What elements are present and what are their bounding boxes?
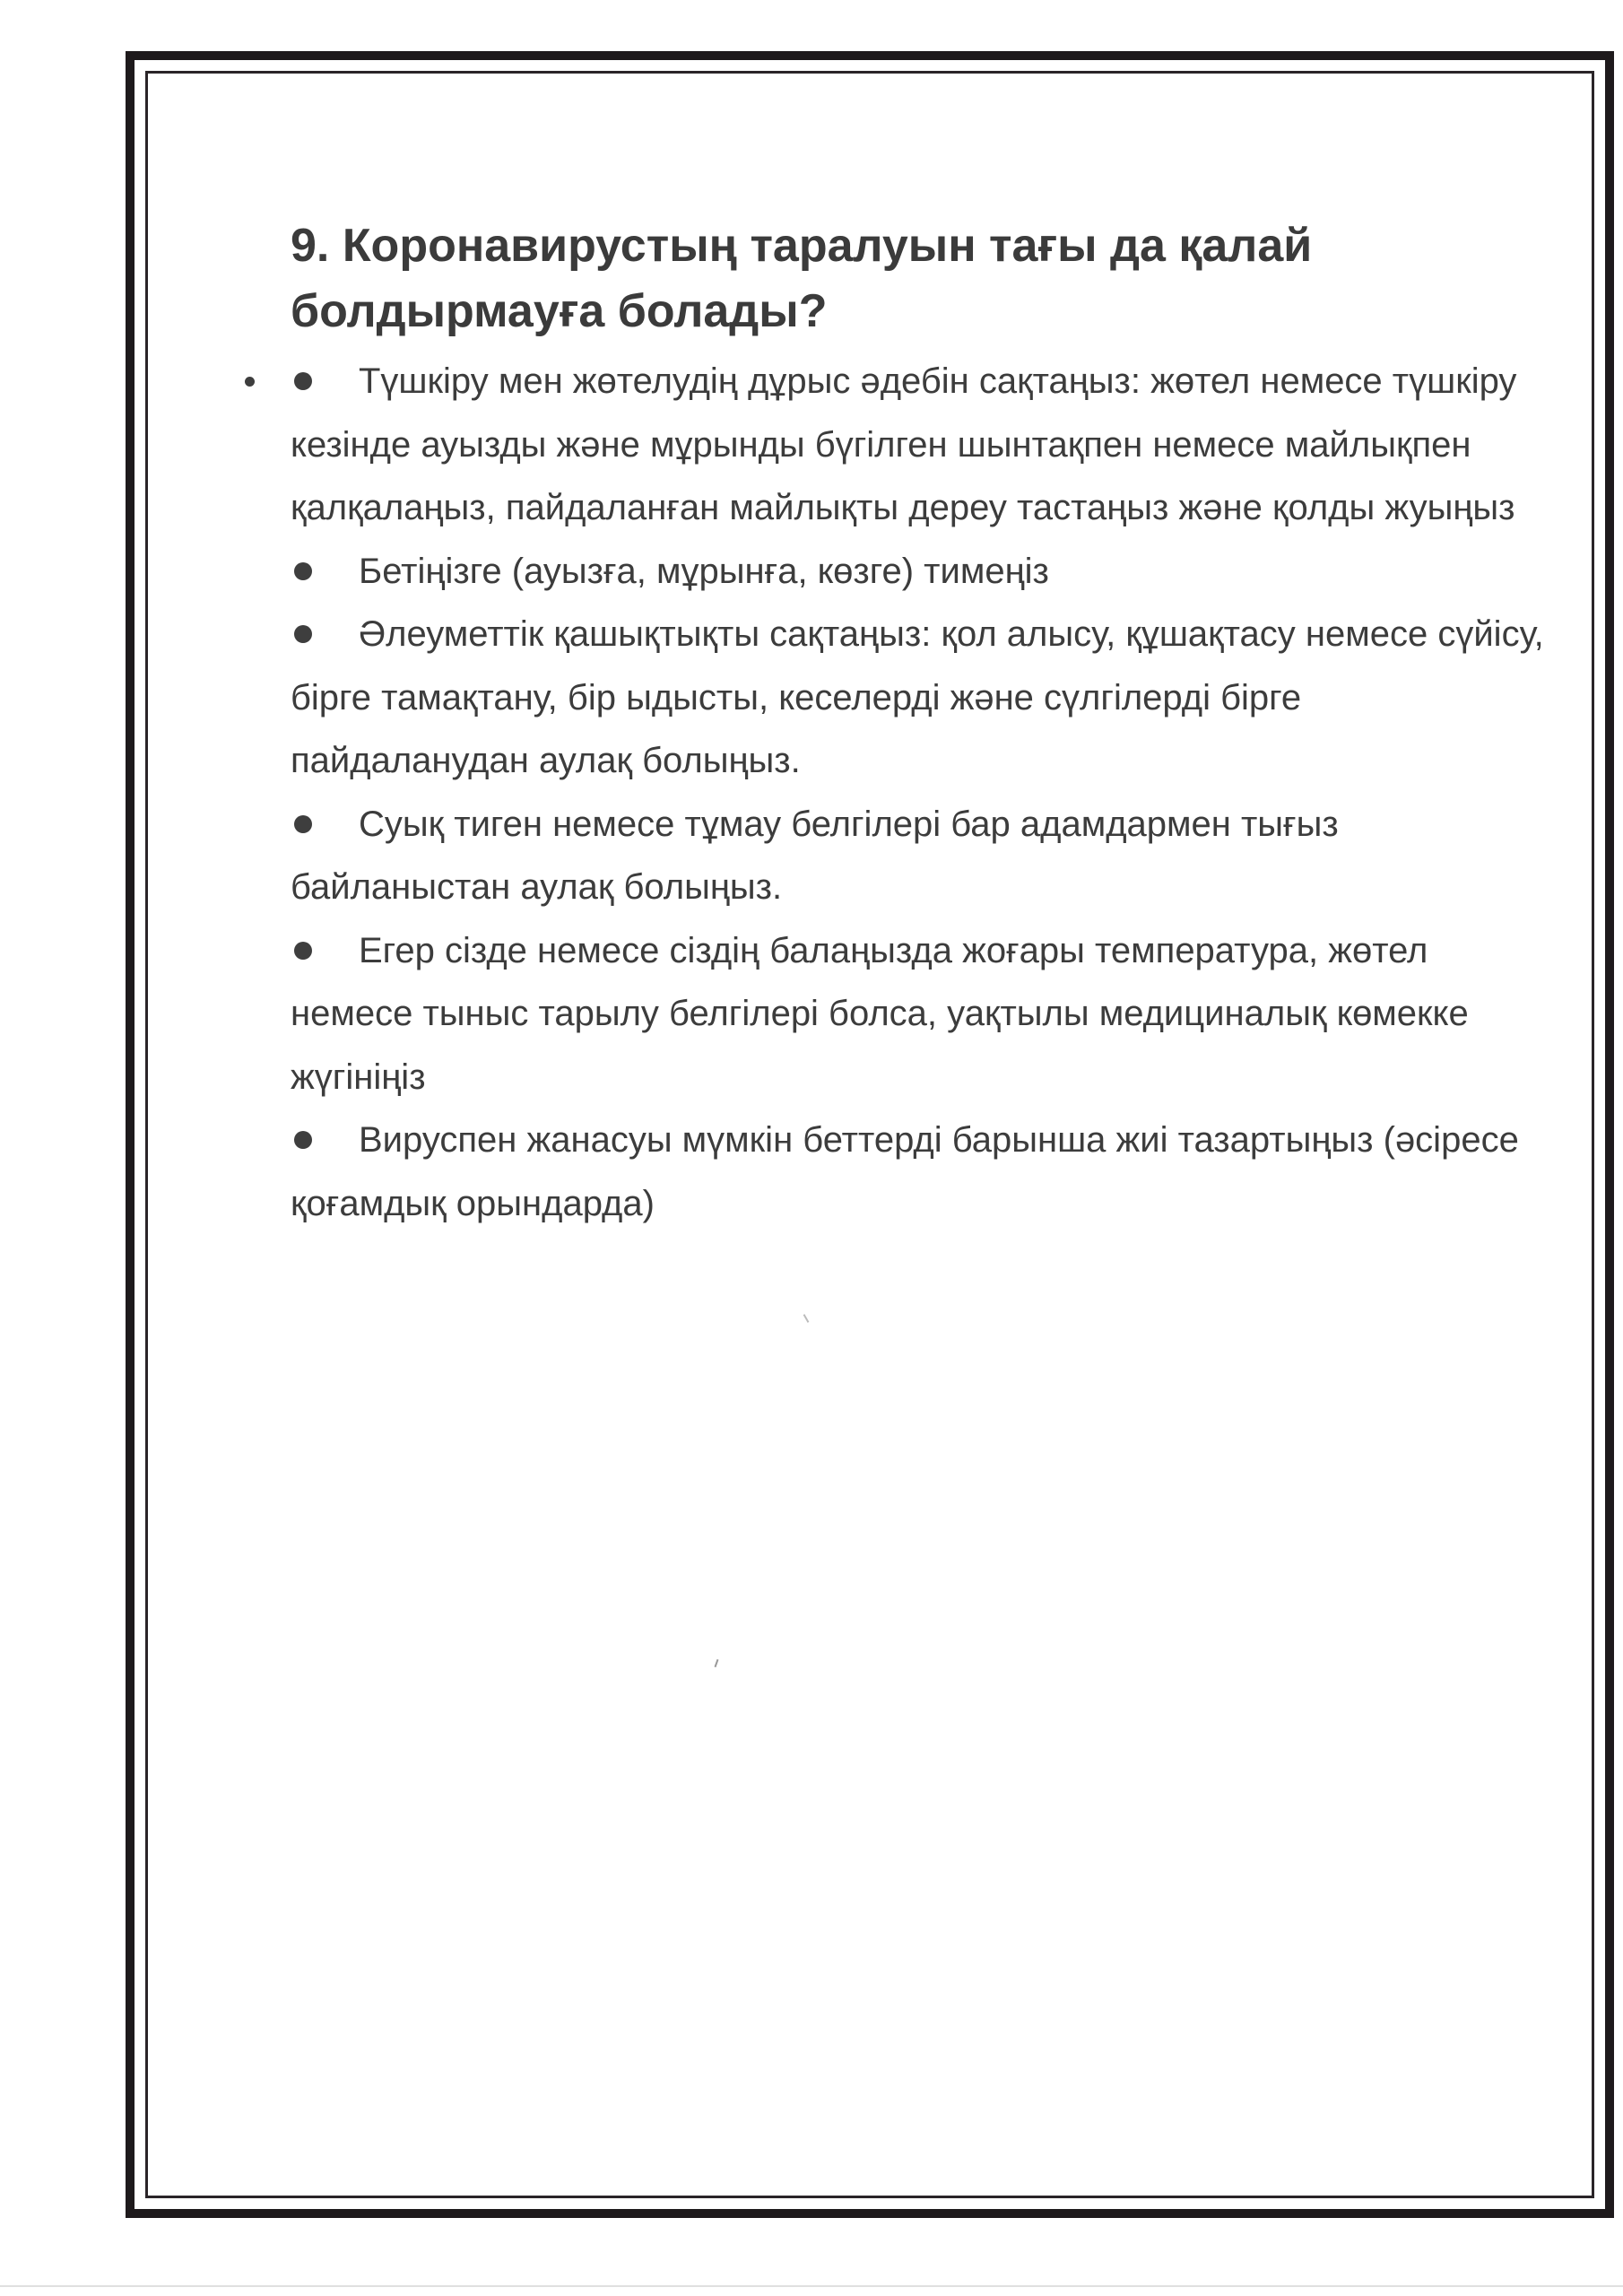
bullet-icon (294, 372, 312, 390)
bullet-icon (294, 625, 312, 643)
list-item-text: Түшкіру мен жөтелудің дұрыс әдебін сақтаңыз: жөтел немесе түшкіру кезінде ауызды және мұрынды бүгілген шынтақпен немесе майлықпен қалқалаңыз, пайдаланған майлықты дереу тастаңыз және қолды жуыңыз (291, 361, 1517, 527)
bullet-icon (294, 1131, 312, 1149)
list-item (291, 1109, 1546, 1235)
stray-bullet-icon (245, 377, 255, 387)
list-item (291, 350, 1546, 540)
section-title: 9. Коронавирустың таралуын тағы да қалай болдырмауға болады? (291, 220, 1313, 337)
list-item-text: Вируспен жанасуы мүмкін беттерді барынша жиі тазартыңыз (әсіресе қоғамдық орындарда) (291, 1120, 1519, 1223)
prevention-list (291, 350, 1546, 1235)
list-item-text: Егер сізде немесе сіздің балаңызда жоғары температура, жөтел немесе тыныс тарылу белгілері болса, уақтылы медициналық көмекке жүгініңіз (291, 930, 1469, 1097)
scan-edge-line (0, 2285, 1623, 2287)
list-item (291, 793, 1546, 919)
bullet-icon (294, 942, 312, 960)
list-item-text: Әлеуметтік қашықтықты сақтаңыз: қол алысу, құшақтасу немесе сүйісу, бірге тамақтану, бір ыдысты, кеселерді және сүлгілерді бірге пайдаланудан аулақ болыңыз. (291, 614, 1544, 780)
list-item (291, 919, 1546, 1109)
list-item-text: Бетіңізге (ауызға, мұрынға, көзге) тимеңіз (359, 551, 1049, 591)
bullet-icon (294, 815, 312, 833)
list-item (291, 603, 1546, 793)
list-item-text: Суық тиген немесе тұмау белгілері бар адамдармен тығыз байланыстан аулақ болыңыз. (291, 804, 1339, 907)
bullet-icon (294, 562, 312, 580)
list-item (291, 540, 1546, 604)
